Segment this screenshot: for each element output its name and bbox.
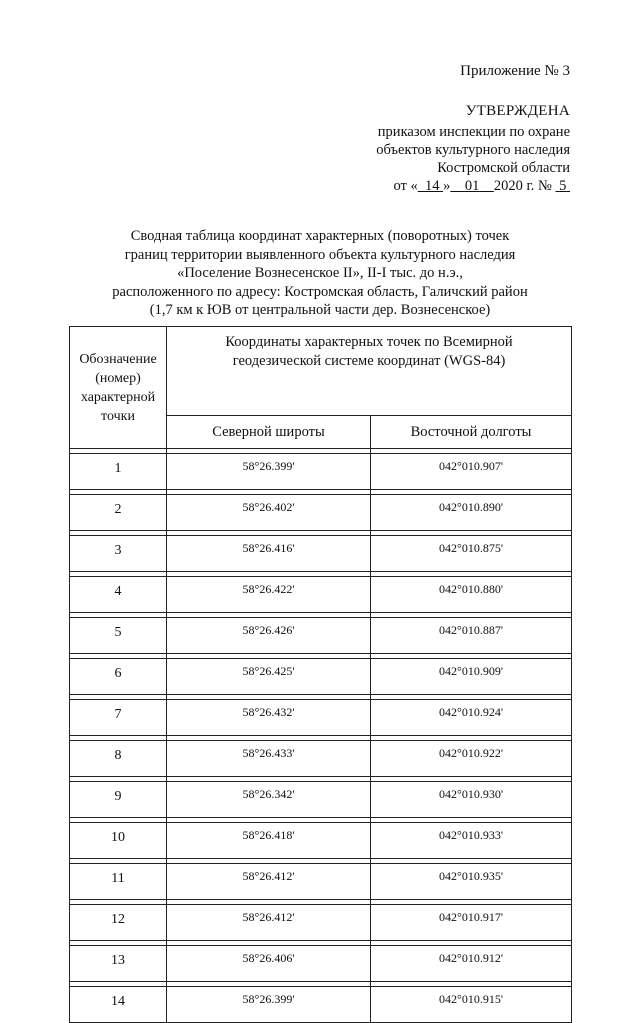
approval-line-3: Костромской области <box>437 160 570 176</box>
table-row <box>70 577 572 613</box>
east-longitude-value: 042°010.912' <box>371 946 572 982</box>
point-number: 4 <box>70 577 167 613</box>
document-title <box>70 227 570 320</box>
point-number: 14 <box>70 987 167 1023</box>
approval-date-line <box>393 177 570 195</box>
header-east-longitude: Восточной долготы <box>371 416 572 449</box>
approval-line-2: объектов культурного наследия <box>376 142 570 158</box>
point-number: 5 <box>70 618 167 654</box>
table-row <box>70 495 572 531</box>
point-number: 3 <box>70 536 167 572</box>
title-line-3: «Поселение Вознесенское II», II-I тыс. до н.э., <box>177 265 463 281</box>
north-latitude-value: 58°26.406' <box>167 946 371 982</box>
point-number: 13 <box>70 946 167 982</box>
north-latitude-value: 58°26.399' <box>167 987 371 1023</box>
approval-line-1: приказом инспекции по охране <box>377 124 570 140</box>
point-number: 11 <box>70 864 167 900</box>
header-coordinates: Координаты характерных точек по Всемирной геодезической системе координат (WGS-84) <box>167 327 572 416</box>
date-mid: » <box>443 178 451 194</box>
point-number: 6 <box>70 659 167 695</box>
north-latitude-value: 58°26.412' <box>167 864 371 900</box>
table-row <box>70 905 572 941</box>
point-number: 1 <box>70 454 167 490</box>
east-longitude-value: 042°010.915' <box>371 987 572 1023</box>
header-north-latitude: Северной широты <box>167 416 371 449</box>
coordinates-table <box>69 326 572 1023</box>
north-latitude-value: 58°26.425' <box>167 659 371 695</box>
appendix-number: Приложение № 3 <box>460 63 570 79</box>
point-number: 12 <box>70 905 167 941</box>
table-row <box>70 618 572 654</box>
point-number: 7 <box>70 700 167 736</box>
table-row <box>70 659 572 695</box>
title-line-2: границ территории выявленного объекта культурного наследия <box>124 246 516 263</box>
date-prefix: от « <box>393 178 418 194</box>
east-longitude-value: 042°010.887' <box>371 618 572 654</box>
date-day: 14 <box>424 178 440 194</box>
north-latitude-value: 58°26.426' <box>167 618 371 654</box>
east-longitude-value: 042°010.890' <box>371 495 572 531</box>
title-line-5: (1,7 км к ЮВ от центральной части дер. Вознесенское) <box>149 302 491 318</box>
north-latitude-value: 58°26.433' <box>167 741 371 777</box>
east-longitude-value: 042°010.909' <box>371 659 572 695</box>
table-row <box>70 454 572 490</box>
north-latitude-value: 58°26.342' <box>167 782 371 818</box>
point-number: 10 <box>70 823 167 859</box>
north-latitude-value: 58°26.412' <box>167 905 371 941</box>
east-longitude-value: 042°010.933' <box>371 823 572 859</box>
north-latitude-value: 58°26.422' <box>167 577 371 613</box>
date-month: 01 <box>464 178 480 194</box>
east-longitude-value: 042°010.922' <box>371 741 572 777</box>
date-year: 2020 г. № <box>493 178 552 194</box>
order-number: 5 <box>559 178 567 194</box>
east-longitude-value: 042°010.880' <box>371 577 572 613</box>
table-row <box>70 536 572 572</box>
east-longitude-value: 042°010.924' <box>371 700 572 736</box>
header-point-designation: Обозначение (номер) характерной точки <box>70 327 167 449</box>
table-row <box>70 823 572 859</box>
title-line-4: расположенного по адресу: Костромская область, Галичский район <box>112 283 528 300</box>
table-row <box>70 987 572 1023</box>
east-longitude-value: 042°010.935' <box>371 864 572 900</box>
title-line-1: Сводная таблица координат характерных (поворотных) точек <box>130 228 510 244</box>
point-number: 9 <box>70 782 167 818</box>
table-row <box>70 741 572 777</box>
north-latitude-value: 58°26.418' <box>167 823 371 859</box>
north-latitude-value: 58°26.432' <box>167 700 371 736</box>
table-row <box>70 782 572 818</box>
east-longitude-value: 042°010.907' <box>371 454 572 490</box>
east-longitude-value: 042°010.917' <box>371 905 572 941</box>
north-latitude-value: 58°26.416' <box>167 536 371 572</box>
table-row <box>70 946 572 982</box>
table-row <box>70 700 572 736</box>
north-latitude-value: 58°26.402' <box>167 495 371 531</box>
point-number: 8 <box>70 741 167 777</box>
east-longitude-value: 042°010.875' <box>371 536 572 572</box>
point-number: 2 <box>70 495 167 531</box>
table-row <box>70 864 572 900</box>
north-latitude-value: 58°26.399' <box>167 454 371 490</box>
approved-heading: УТВЕРЖДЕНА <box>465 103 570 119</box>
east-longitude-value: 042°010.930' <box>371 782 572 818</box>
